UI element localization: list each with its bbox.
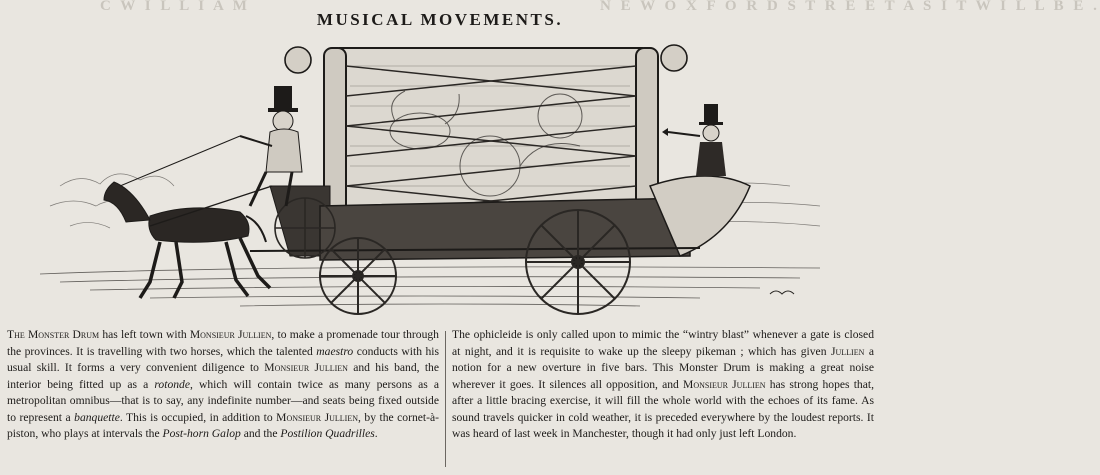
bleed-through-text-left: C W I L L I A M — [100, 0, 250, 14]
small-caps-run: Monsieur Jullien — [683, 377, 766, 391]
small-caps-run: The Monster Drum — [7, 328, 100, 341]
text-run: and the — [240, 427, 281, 440]
page-title: MUSICAL MOVEMENTS. — [316, 10, 564, 29]
monster-drum-engraving — [0, 36, 880, 320]
article-paragraph-left — [7, 327, 439, 443]
article-column-right — [452, 327, 874, 443]
article-paragraph-right — [452, 327, 874, 443]
artist-signature — [770, 291, 794, 294]
bleed-through-text-right: N E W O X F O R D S T R E E T A S I T W I L L B E . — [600, 0, 1100, 14]
ground-hatching — [40, 267, 820, 306]
small-caps-run: Monsieur Jullien — [264, 361, 348, 374]
column-divider — [445, 331, 446, 467]
text-run: . This is occupied, in addition to — [119, 410, 277, 424]
text-run: and his band, the interior being fitted up as a — [7, 361, 439, 391]
text-run: The ophicleide is only called upon to mimic the “wintry blast” whenever a gate is closed at night, and it is requisite to wake up the sleepy pikeman ; which has given — [452, 328, 874, 358]
text-run: has left town with — [99, 328, 190, 341]
rear-wheel — [526, 210, 630, 314]
small-caps-run: Jullien — [830, 344, 865, 358]
italic-run: Post-horn Galop — [162, 427, 241, 440]
article-column-left — [7, 327, 439, 443]
small-caps-run: Monsieur Jullien — [189, 328, 272, 341]
small-wheel — [275, 198, 335, 258]
front-wheel — [320, 238, 396, 314]
text-run: . — [374, 427, 378, 440]
italic-run: rotonde — [154, 377, 190, 391]
text-run: conducts with his usual skill. It forms a very convenient diligence to — [7, 344, 439, 374]
horse — [104, 136, 272, 298]
text-run: , which will contain twice as many persons as a metropolitan omnibus—that is to say, any indefinite number—and seats being fixed outside to represent a — [7, 377, 439, 424]
italic-run: banquette — [74, 410, 120, 424]
italic-run: maestro — [316, 344, 354, 358]
text-run: a notion for a new overture in five bars. This Monster Drum is making a great noise wherever it goes. It silences all opposition, and — [452, 344, 875, 391]
text-run: has strong hopes that, after a little bracing exercise, it will fill the whole world with the echoes of its fame. As sound travels quicker in cold weather, it is preceded everywhere by the loudest reports. It was heard of last week in Manchester, though it had only just left London. — [452, 377, 874, 440]
text-run: , to make a promenade tour through the provinces. It is travelling with two horses, which the talented — [7, 328, 439, 358]
cornet-player-figure — [662, 104, 726, 176]
small-caps-run: Monsieur Jullien — [276, 410, 359, 424]
italic-run: Postilion Quadrilles — [280, 427, 375, 440]
text-run: , by the cornet-à-piston, who plays at intervals the — [7, 410, 439, 440]
